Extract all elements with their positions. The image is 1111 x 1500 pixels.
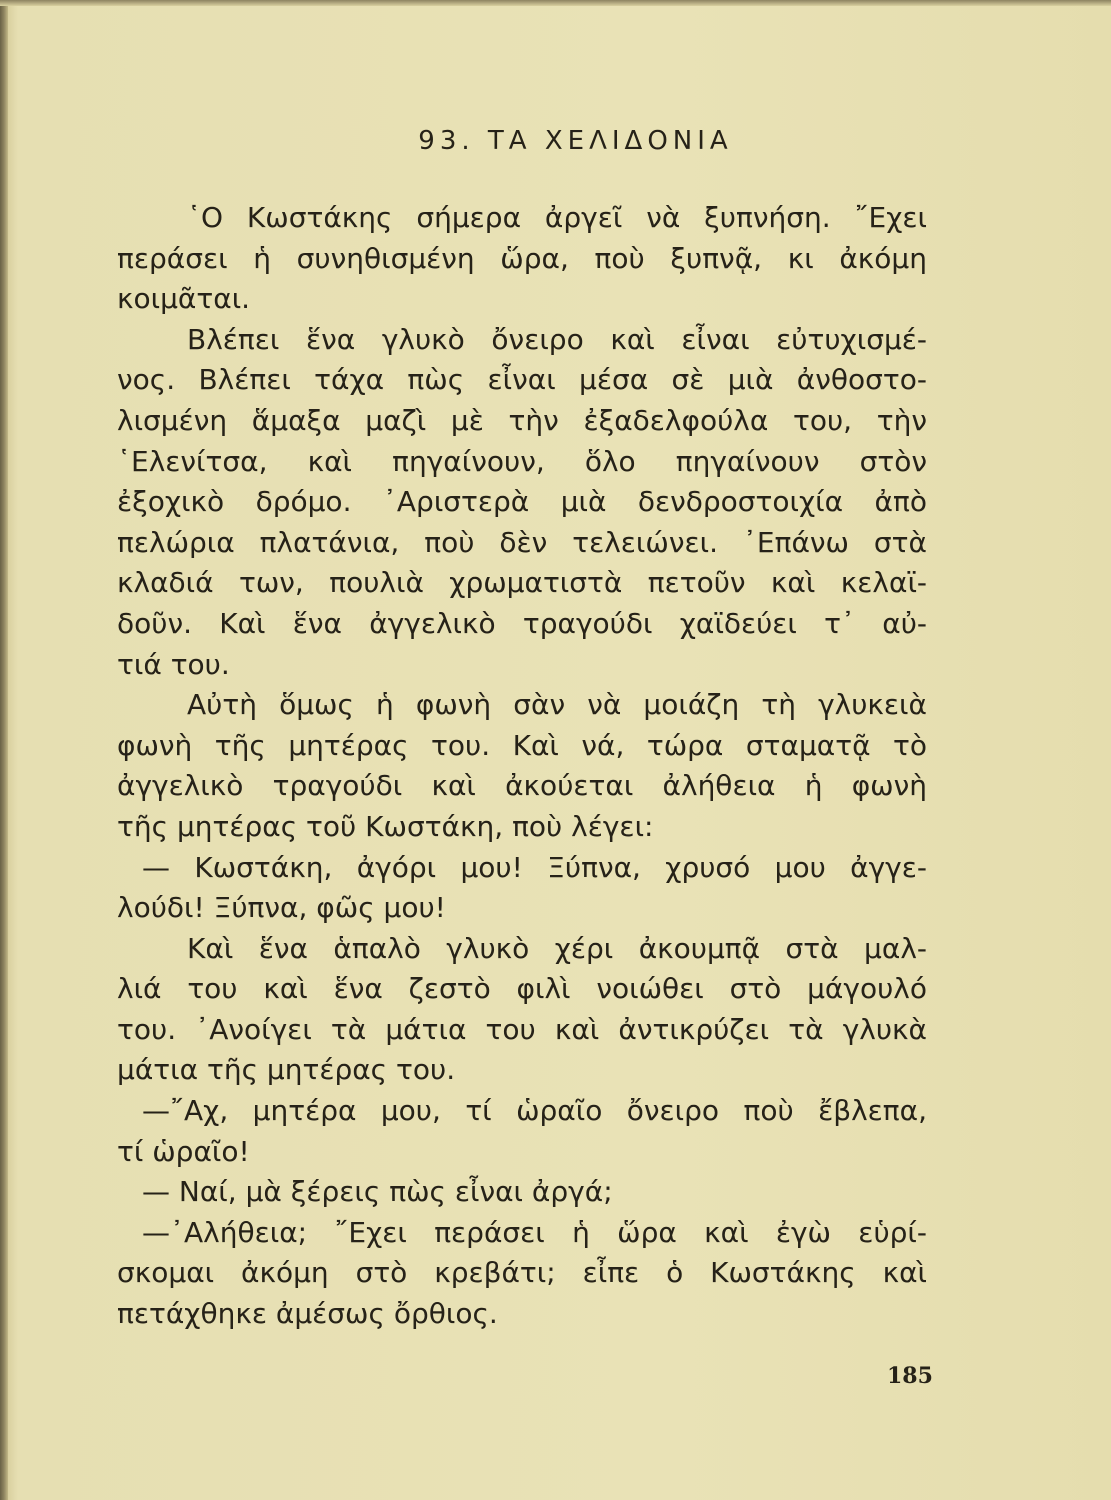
text-line: —᾿Αλήθεια; ῎Εχει περάσει ἡ ὥρα καὶ ἐγὼ εὑρί-: [142, 1215, 927, 1249]
text-line: —῎Αχ, μητέρα μου, τί ὡραῖο ὄνειρο ποὺ ἔβλεπα,: [142, 1094, 927, 1128]
text-line: σκομαι ἀκόμη στὸ κρεβάτι; εἶπε ὁ Κωστάκης καὶ: [117, 1256, 927, 1290]
text-line: περάσει ἡ συνηθισμένη ὥρα, ποὺ ξυπνᾷ, κι ἀκόμη: [117, 241, 927, 275]
chapter-number: 93.: [418, 126, 475, 156]
text-line: πετάχθηκε ἀμέσως ὄρθιος.: [117, 1297, 498, 1331]
chapter-title: ΤΑ ΧΕΛΙΔΟΝΙΑ: [487, 126, 733, 156]
text-line: Καὶ ἕνα ἁπαλὸ γλυκὸ χέρι ἀκουμπᾷ στὰ μαλ-: [187, 931, 927, 965]
chapter-heading: [0, 126, 1111, 156]
text-line: ῾Ελενίτσα, καὶ πηγαίνουν, ὅλο πηγαίνουν στὸν: [117, 444, 927, 478]
page-number: 185: [887, 1363, 933, 1389]
body-text: [117, 198, 927, 1335]
text-line: λιά του καὶ ἕνα ζεστὸ φιλὶ νοιώθει στὸ μάγουλό: [117, 972, 927, 1006]
text-line: κοιμᾶται.: [117, 282, 251, 316]
text-line: — Ναί, μὰ ξέρεις πὼς εἶναι ἀργά;: [142, 1175, 613, 1209]
text-line: μάτια τῆς μητέρας του.: [117, 1053, 456, 1087]
text-line: λούδι! Ξύπνα, φῶς μου!: [117, 891, 446, 925]
text-line: τιά του.: [117, 647, 230, 681]
text-line: τῆς μητέρας τοῦ Κωστάκη, ποὺ λέγει:: [117, 809, 654, 843]
text-line: δοῦν. Καὶ ἕνα ἀγγελικὸ τραγούδι χαϊδεύει τ᾿ αὐ-: [117, 606, 927, 640]
text-line: του. ᾿Ανοίγει τὰ μάτια του καὶ ἀντικρύζει τὰ γλυκὰ: [117, 1012, 927, 1046]
text-line: πελώρια πλατάνια, ποὺ δὲν τελειώνει. ᾿Επάνω στὰ: [117, 525, 927, 559]
text-line: Βλέπει ἕνα γλυκὸ ὄνειρο καὶ εἶναι εὐτυχισμέ-: [187, 322, 927, 356]
text-line: τί ὡραῖο!: [117, 1134, 250, 1168]
text-line: φωνὴ τῆς μητέρας του. Καὶ νά, τώρα σταματᾷ τὸ: [117, 728, 927, 762]
text-line: λισμένη ἅμαξα μαζὶ μὲ τὴν ἐξαδελφούλα του, τὴν: [117, 403, 927, 437]
book-spine-edge: [0, 0, 8, 1500]
text-line: ἐξοχικὸ δρόμο. ᾿Αριστερὰ μιὰ δενδροστοιχία ἀπὸ: [117, 485, 927, 519]
text-line: Αὐτὴ ὅμως ἡ φωνὴ σὰν νὰ μοιάζη τὴ γλυκειὰ: [187, 688, 927, 722]
text-line: κλαδιά των, πουλιὰ χρωματιστὰ πετοῦν καὶ κελαϊ-: [117, 566, 927, 600]
text-line: ἀγγελικὸ τραγούδι καὶ ἀκούεται ἀλήθεια ἡ φωνὴ: [117, 769, 927, 803]
text-line: — Κωστάκη, ἀγόρι μου! Ξύπνα, χρυσό μου ἀγγε-: [142, 850, 927, 884]
page-top-edge: [0, 0, 1111, 6]
text-line: ῾Ο Κωστάκης σήμερα ἀργεῖ νὰ ξυπνήση. ῎Εχει: [187, 201, 927, 234]
text-line: νος. Βλέπει τάχα πὼς εἶναι μέσα σὲ μιὰ ἀνθοστο-: [117, 363, 927, 397]
